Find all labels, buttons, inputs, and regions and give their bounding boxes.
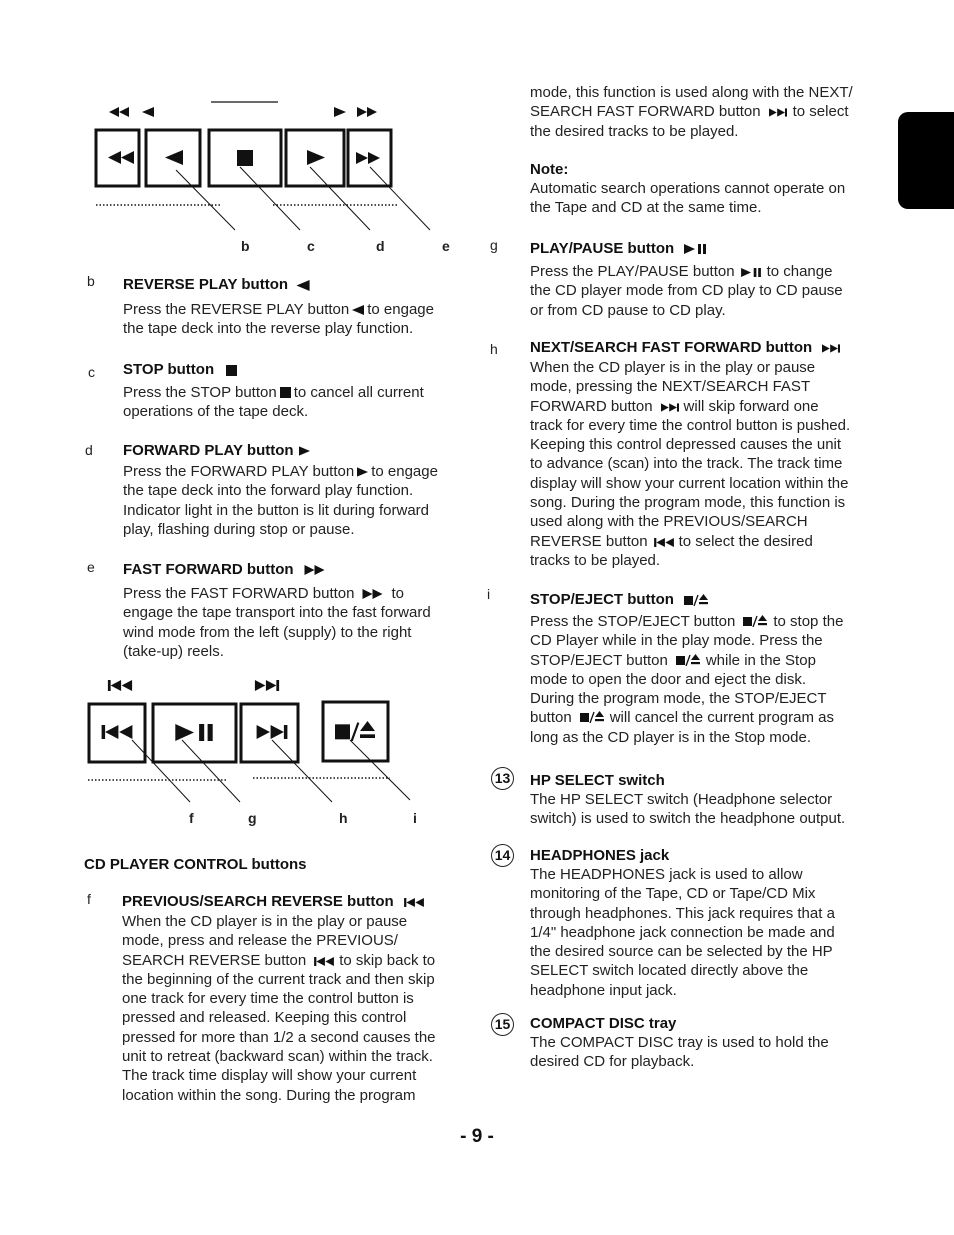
hp-select-heading: HP SELECT switch — [530, 772, 665, 789]
fast-forward-icon — [357, 107, 377, 117]
next-search-description: When the CD player is in the play or pause mode, pressing the NEXT/SEARCH FAST FORWARD button will skip forward one track for every time the control button is pushed. Keeping this control depressed causes the unit to advance (scan) into the track. The track time display will show your current location within the song. During the program mode, this function is used along with the PREVIOUS/SEARCH REVERSE button to select the desired tracks to be played. — [530, 359, 851, 569]
callout-c: c — [307, 238, 315, 254]
compact-disc-description: The COMPACT DISC tray is used to hold the desired CD for playback. — [530, 1034, 829, 1071]
item-label-c: c — [88, 364, 95, 380]
previous-button-icon — [102, 725, 133, 739]
page-number: - 9 - — [460, 1126, 494, 1147]
play-pause-icon — [741, 268, 761, 277]
play-pause-icon — [684, 244, 706, 254]
callout-e: e — [442, 238, 450, 254]
forward-play-icon — [357, 467, 368, 477]
previous-search-heading: PREVIOUS/SEARCH REVERSE button — [122, 893, 424, 910]
forward-play-heading: FORWARD PLAY button — [123, 442, 310, 459]
forward-play-icon — [334, 107, 346, 117]
tape-deck-diagram — [80, 95, 480, 260]
section-title: CD PLAYER CONTROL buttons — [84, 856, 307, 873]
reverse-play-icon — [142, 107, 154, 117]
stop-eject-icon — [580, 711, 604, 723]
previous-search-continued: mode, this function is used along with the NEXT/ SEARCH FAST FORWARD button to select the desired tracks to be played. — [530, 84, 853, 140]
compact-disc-heading: COMPACT DISC tray — [530, 1015, 677, 1032]
callout-i: i — [413, 810, 417, 826]
next-icon — [255, 680, 279, 691]
stop-eject-heading: STOP/EJECT button — [530, 591, 708, 608]
stop-eject-icon — [743, 615, 767, 627]
play-button-icon — [307, 150, 325, 165]
item-label-d: d — [85, 442, 93, 458]
fast-forward-description: Press the FAST FORWARD button to engage the tape transport into the fast forward wind mode from the left (supply) to the right (take-up) reels. — [123, 585, 431, 660]
stop-button-icon — [237, 150, 253, 166]
previous-search-description: When the CD player is in the play or pause mode, press and release the PREVIOUS/ SEARCH REVERSE button to skip back to the beginning of the current track and then skip one track for every time the control button is pressed and released. Keeping this control pressed for more than 1/2 a second causes the unit to retreat (backward scan) within the track. The track time display will show your current location within the song. During the program — [122, 913, 436, 1104]
forward-play-icon — [299, 446, 310, 456]
item-number-13: 13 — [491, 767, 514, 790]
stop-eject-icon — [676, 654, 700, 666]
section-tab — [898, 112, 954, 209]
item-number-14: 14 — [491, 844, 514, 867]
item-label-b: b — [87, 273, 95, 289]
play-pause-heading: PLAY/PAUSE button — [530, 240, 706, 257]
reverse-button-icon — [165, 150, 183, 165]
next-icon — [822, 344, 840, 353]
forward-play-description: Press the FORWARD PLAY button to engage the tape deck into the forward play function. Indicator light in the button is lit during forward play, flashing during stop or pause. — [123, 463, 438, 538]
next-icon — [769, 108, 787, 117]
callout-b: b — [241, 238, 250, 254]
reverse-play-description: Press the REVERSE PLAY button to engage the tape deck into the reverse play function. — [123, 301, 434, 338]
item-label-i: i — [487, 586, 491, 602]
item-label-e: e — [87, 559, 95, 575]
ff-button-icon — [356, 152, 380, 164]
stop-heading: STOP button — [123, 361, 237, 378]
previous-icon — [654, 538, 674, 547]
callout-d: d — [376, 238, 385, 254]
rewind-button-icon — [108, 151, 134, 164]
reverse-play-heading: REVERSE PLAY button — [123, 276, 310, 293]
cd-controls-diagram — [80, 670, 480, 810]
hp-select-description: The HP SELECT switch (Headphone selector switch) is used to switch the headphone output. — [530, 791, 846, 828]
next-icon — [661, 403, 679, 412]
callout-f: f — [189, 810, 194, 826]
next-button-icon — [257, 725, 288, 739]
reverse-play-icon — [352, 305, 364, 315]
play-pause-description: Press the PLAY/PAUSE button to change the CD player mode from CD play to CD pause or from CD pause to CD play. — [530, 263, 843, 319]
item-number-15: 15 — [491, 1013, 514, 1036]
callout-h: h — [339, 810, 348, 826]
stop-description: Press the STOP button to cancel all current operations of the tape deck. — [123, 384, 424, 421]
previous-icon — [314, 957, 334, 966]
fast-forward-icon — [362, 589, 383, 599]
rewind-icon — [109, 107, 129, 117]
fast-forward-icon — [304, 565, 325, 575]
item-label-f: f — [87, 891, 91, 907]
note-text: Automatic search operations cannot operate on the Tape and CD at the same time. — [530, 180, 846, 217]
item-label-g: g — [490, 237, 498, 253]
previous-icon — [404, 898, 424, 907]
stop-icon — [280, 387, 291, 398]
reverse-play-icon — [296, 280, 310, 291]
next-search-heading: NEXT/SEARCH FAST FORWARD button — [530, 339, 840, 356]
note-title: Note: — [530, 161, 569, 178]
item-label-h: h — [490, 341, 498, 357]
fast-forward-heading: FAST FORWARD button — [123, 561, 325, 578]
stop-eject-description: Press the STOP/EJECT button to stop the CD Player while in the play mode. Press the STOP/EJECT button while in the Stop mode to open the door and eject the disk. During the program mode, the STOP/EJECT button will cancel the current program as long as the CD player is in the Stop mode. — [530, 613, 844, 746]
previous-icon — [108, 680, 132, 691]
stop-eject-button-icon — [335, 721, 375, 741]
stop-eject-icon — [684, 594, 708, 606]
stop-icon — [226, 365, 237, 376]
play-pause-button-icon — [175, 724, 212, 741]
callout-g: g — [248, 810, 257, 826]
headphones-description: The HEADPHONES jack is used to allow monitoring of the Tape, CD or Tape/CD Mix through headphones. This jack requires that a 1/4" headphone jack connection be made and the desired source can be selected by the HP SELECT switch located directly above the headphone input jack. — [530, 866, 835, 999]
headphones-heading: HEADPHONES jack — [530, 847, 670, 864]
